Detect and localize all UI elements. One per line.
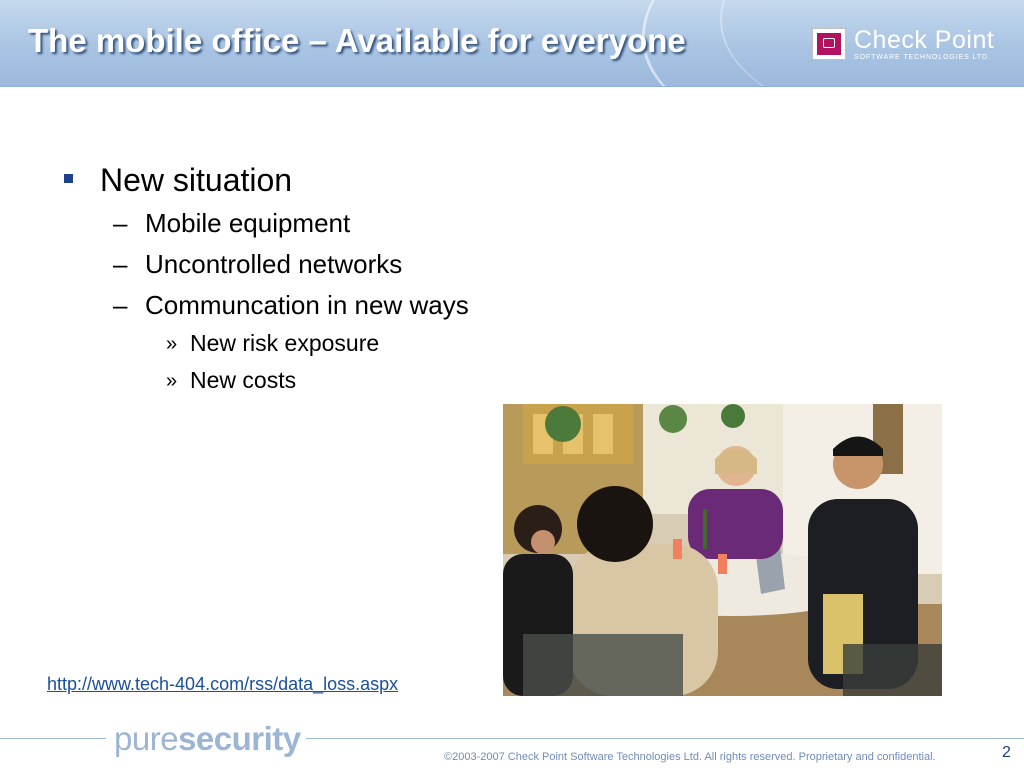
square-bullet-icon <box>64 174 73 183</box>
subitem-mobile-equipment: Mobile equipment <box>145 208 351 238</box>
subsubitem-risk-exposure: New risk exposure <box>190 330 380 356</box>
subitem-uncontrolled-networks: Uncontrolled networks <box>145 249 403 279</box>
source-link[interactable]: http://www.tech-404.com/rss/data_loss.aspx <box>47 674 399 694</box>
slide-title: The mobile office – Available for everyone <box>28 22 686 59</box>
subitem-communication: Communcation in new ways <box>145 290 469 320</box>
footer-divider-left <box>0 738 106 739</box>
dash-marker: – <box>113 249 128 279</box>
dash-marker: – <box>113 290 128 320</box>
page-number: 2 <box>1002 744 1011 761</box>
chevron-marker: » <box>166 333 178 355</box>
copyright-notice: ©2003-2007 Check Point Software Technologies Ltd. All rights reserved. Proprietary and confidential. <box>444 751 936 763</box>
subsubitem-new-costs: New costs <box>190 367 297 393</box>
footer-divider-right <box>306 738 1024 739</box>
puresecurity-brand <box>114 720 301 758</box>
dash-marker: – <box>113 208 128 238</box>
chevron-marker: » <box>166 370 178 392</box>
brand-part-security: security <box>178 720 301 757</box>
checkpoint-logo <box>812 28 994 61</box>
logo-subtitle: SOFTWARE TECHNOLOGIES LTD. <box>854 54 991 61</box>
brand-part-pure: pure <box>114 720 179 757</box>
slide-header <box>0 0 1024 87</box>
logo-name: Check Point <box>854 26 995 54</box>
business-meeting-photo <box>503 404 942 696</box>
checkpoint-logo-icon <box>812 28 846 60</box>
bullet-new-situation: New situation <box>100 162 293 198</box>
